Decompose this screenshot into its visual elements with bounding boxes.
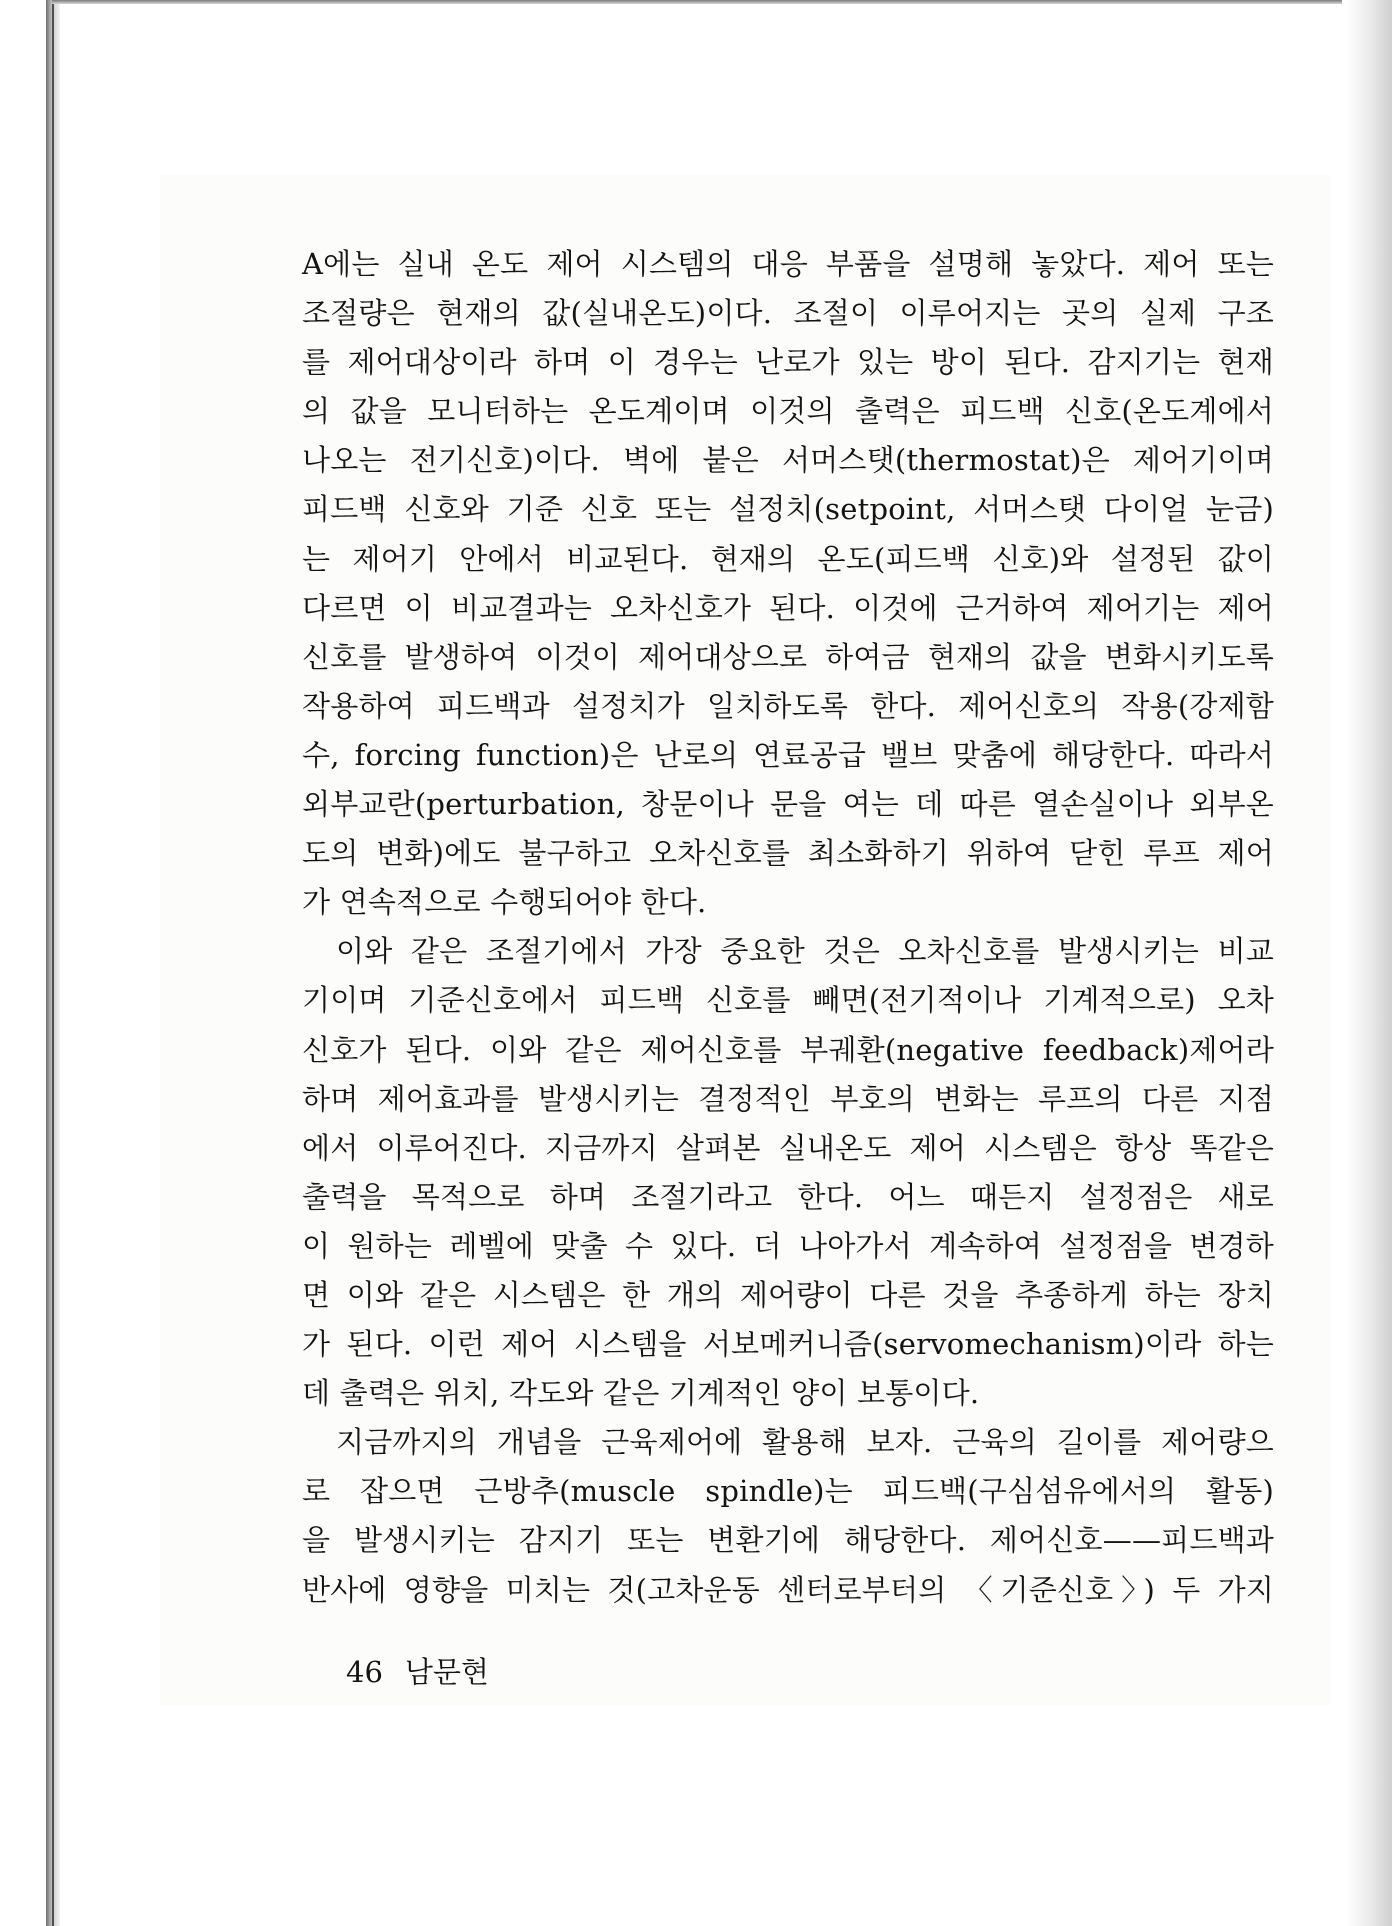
text-line: 수, forcing function)은 난로의 연료공급 밸브 맞춤에 해당한다. 따라서: [302, 737, 1274, 772]
page-right-shadow: [1346, 0, 1392, 1926]
text-line: 가 된다. 이런 제어 시스템을 서보메커니즘(servomechanism)이라 하는: [302, 1327, 1274, 1362]
text-line: 의 값을 모니터하는 온도계이며 이것의 출력은 피드백 신호(온도계에서: [302, 394, 1274, 429]
text-line: 지금까지의 개념을 근육제어에 활용해 보자. 근육의 길이를 제어량으: [336, 1425, 1274, 1460]
text-line: 는 제어기 안에서 비교된다. 현재의 온도(피드백 신호)와 설정된 값이: [302, 541, 1274, 576]
text-line: 피드백 신호와 기준 신호 또는 설정치(setpoint, 서머스탯 다이얼 눈금): [302, 492, 1274, 527]
text-line: 작용하여 피드백과 설정치가 일치하도록 한다. 제어신호의 작용(강제함: [302, 688, 1274, 723]
page-number: 46: [346, 1655, 383, 1689]
text-line: 외부교란(perturbation, 창문이나 문을 여는 데 따른 열손실이나 외부온: [302, 787, 1274, 822]
page-top-edge: [52, 0, 1342, 4]
author-name: 남문현: [404, 1655, 489, 1689]
text-line: 반사에 영향을 미치는 것(고차운동 센터로부터의 〈기준신호〉) 두 가지: [302, 1572, 1274, 1607]
body-text: [302, 240, 1274, 1615]
text-line: 도의 변화)에도 불구하고 오차신호를 최소화하기 위하여 닫힌 루프 제어: [302, 836, 1274, 871]
text-line: 신호가 된다. 이와 같은 제어신호를 부궤환(negative feedback)제어라: [302, 1032, 1274, 1067]
text-line: 를 제어대상이라 하며 이 경우는 난로가 있는 방이 된다. 감지기는 현재: [302, 345, 1274, 380]
text-line: 이와 같은 조절기에서 가장 중요한 것은 오차신호를 발생시키는 비교: [336, 934, 1274, 969]
page-footer: [346, 1650, 489, 1691]
text-line: 기이며 기준신호에서 피드백 신호를 빼면(전기적이나 기계적으로) 오차: [302, 983, 1274, 1018]
text-line: A에는 실내 온도 제어 시스템의 대응 부품을 설명해 놓았다. 제어 또는: [302, 247, 1274, 281]
text-line: 가 연속적으로 수행되어야 한다.: [302, 885, 707, 920]
text-line: 을 발생시키는 감지기 또는 변환기에 해당한다. 제어신호——피드백과: [302, 1523, 1274, 1558]
text-line: 로 잡으면 근방추(muscle spindle)는 피드백(구심섬유에서의 활동): [302, 1474, 1274, 1509]
text-line: 출력을 목적으로 하며 조절기라고 한다. 어느 때든지 설정점은 새로: [302, 1179, 1274, 1214]
text-line: 조절량은 현재의 값(실내온도)이다. 조절이 이루어지는 곳의 실제 구조: [302, 296, 1274, 331]
text-line: 면 이와 같은 시스템은 한 개의 제어량이 다른 것을 추종하게 하는 장치: [302, 1277, 1274, 1312]
text-line: 나오는 전기신호)이다. 벽에 붙은 서머스탯(thermostat)은 제어기이며: [302, 443, 1274, 478]
text-line: 데 출력은 위치, 각도와 같은 기계적인 양이 보통이다.: [302, 1376, 980, 1411]
text-line: 신호를 발생하여 이것이 제어대상으로 하여금 현재의 값을 변화시키도록: [302, 639, 1274, 674]
text-line: 이 원하는 레벨에 맞출 수 있다. 더 나아가서 계속하여 설정점을 변경하: [302, 1228, 1274, 1263]
page-spine-line: [52, 0, 54, 1926]
text-line: 에서 이루어진다. 지금까지 살펴본 실내온도 제어 시스템은 항상 똑같은: [302, 1130, 1274, 1165]
text-line: 하며 제어효과를 발생시키는 결정적인 부호의 변화는 루프의 다른 지점: [302, 1081, 1274, 1116]
text-line: 다르면 이 비교결과는 오차신호가 된다. 이것에 근거하여 제어기는 제어: [302, 590, 1274, 625]
